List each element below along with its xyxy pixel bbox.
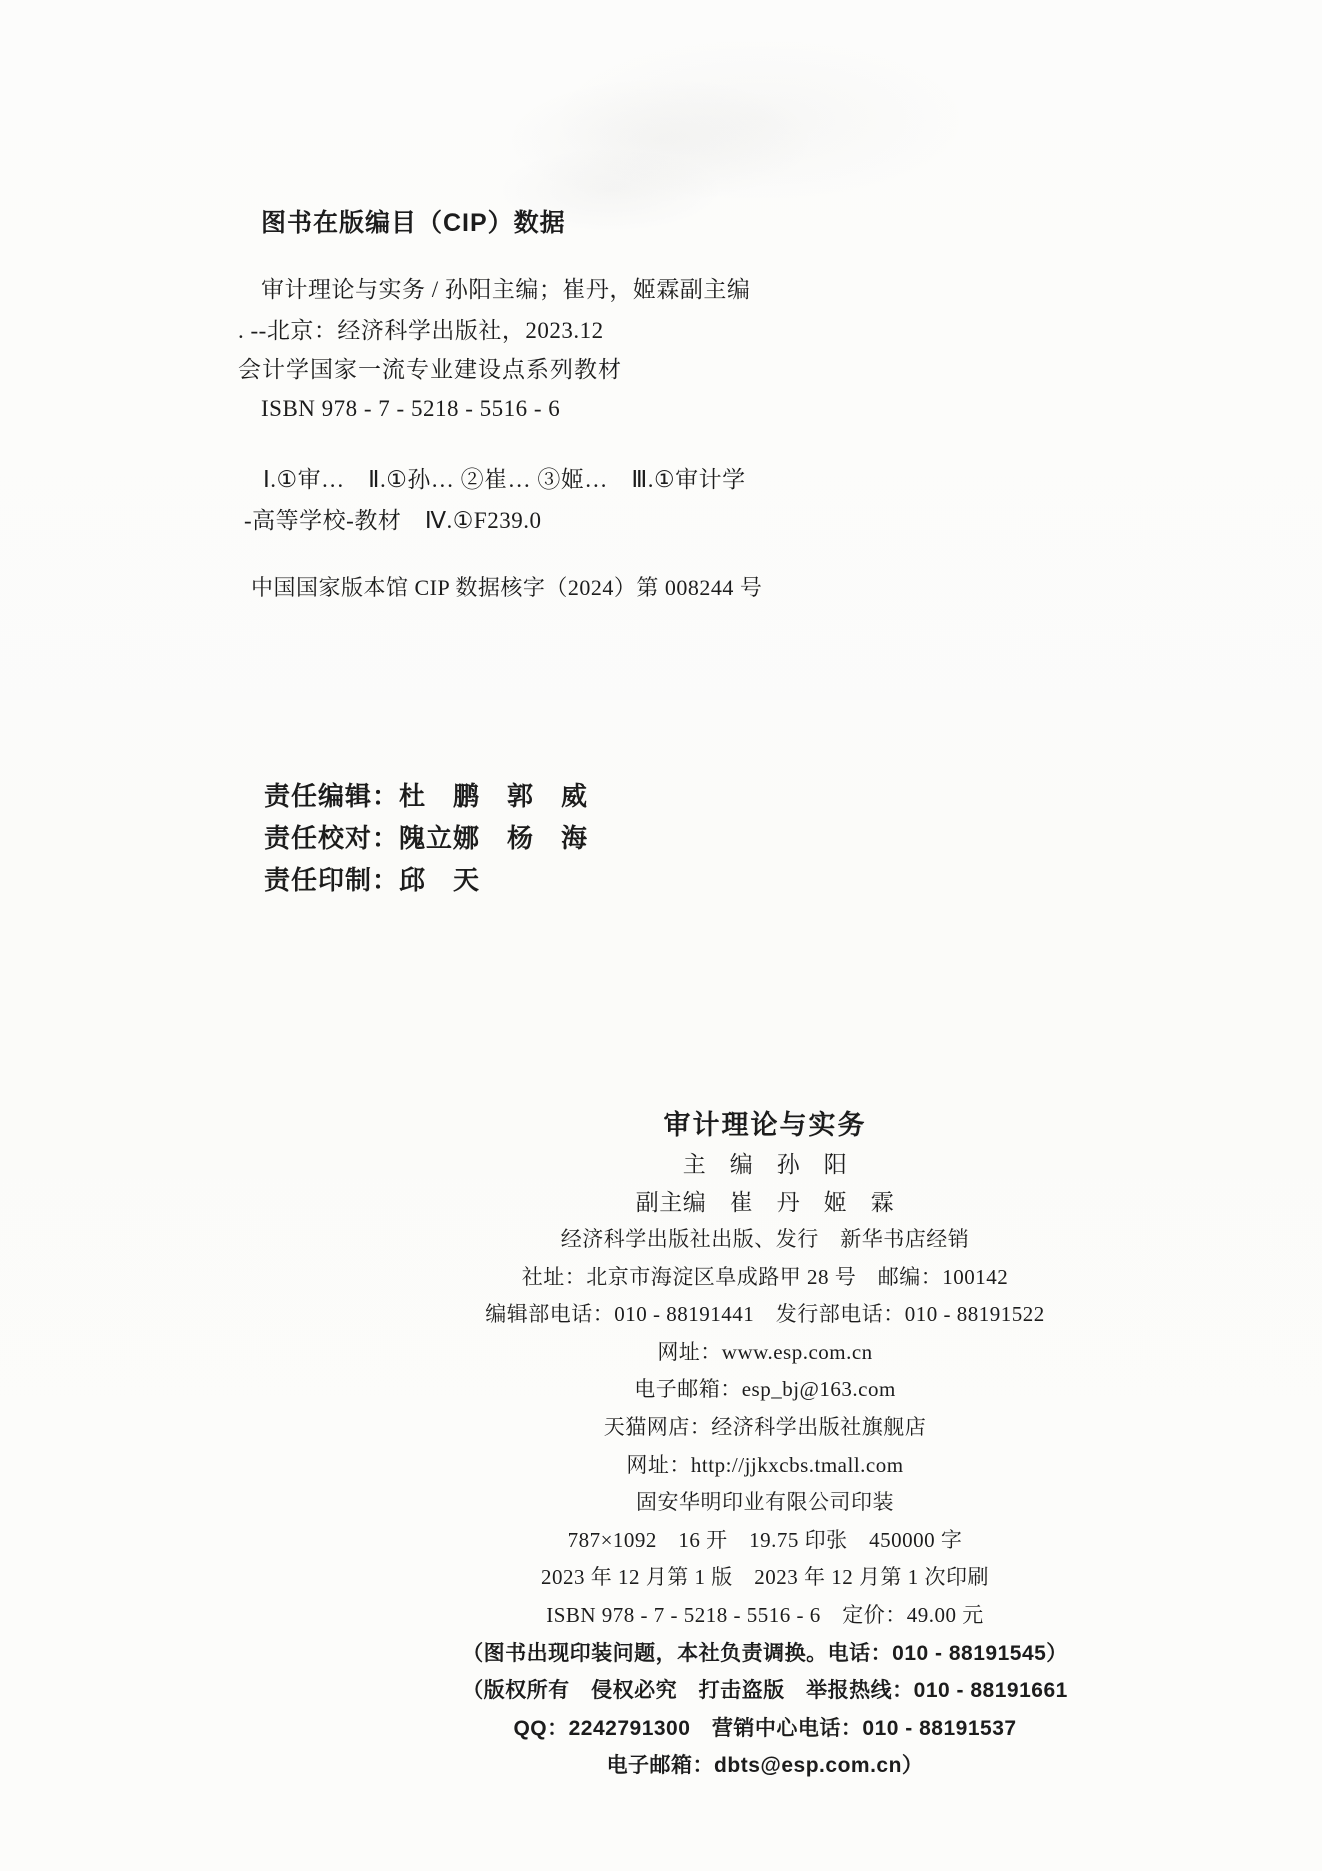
report-email-line: 电子邮箱：dbts@esp.com.cn） — [606, 1754, 924, 1778]
format-sheets-line: 787×1092 16 开 19.75 印张 450000 字 — [567, 1527, 963, 1552]
cip-isbn-line: ISBN 978 - 7 - 5218 - 5516 - 6 — [261, 396, 561, 421]
publisher-address-line: 社址：北京市海淀区阜成路甲 28 号 邮编：100142 — [521, 1264, 1009, 1289]
cip-header: 图书在版编目（CIP）数据 — [261, 209, 566, 237]
isbn-price-line: ISBN 978 - 7 - 5218 - 5516 - 6 定价：49.00 元 — [546, 1602, 984, 1627]
chief-editor-line: 主 编 孙 阳 — [682, 1152, 848, 1178]
cip-record-number-line: 中国国家版本馆 CIP 数据核字（2024）第 008244 号 — [251, 575, 763, 600]
deputy-editors-line: 副主编 崔 丹 姬 霖 — [635, 1189, 895, 1215]
publisher-line: 经济科学出版社出版、发行 新华书店经销 — [560, 1226, 970, 1251]
publisher-phones-line: 编辑部电话：010 - 88191441 发行部电话：010 - 88191522 — [485, 1302, 1045, 1327]
responsible-proofreader-line: 责任校对：隗立娜 杨 海 — [264, 823, 589, 853]
cip-series-line: 会计学国家一流专业建设点系列教材 — [238, 357, 622, 382]
tmall-store-line: 天猫网店：经济科学出版社旗舰店 — [603, 1414, 927, 1439]
printing-company-line: 固安华明印业有限公司印装 — [636, 1490, 894, 1515]
edition-printing-line: 2023 年 12 月第 1 版 2023 年 12 月第 1 次印刷 — [541, 1565, 989, 1590]
cip-classification-line-1: Ⅰ.①审… Ⅱ.①孙… ②崔… ③姬… Ⅲ.①审计学 — [263, 467, 746, 492]
copyright-notice-line: （版权所有 侵权必究 打击盗版 举报热线：010 - 88191661 — [462, 1679, 1068, 1703]
cip-classification-line-2: -高等学校-教材 Ⅳ.①F239.0 — [244, 508, 542, 533]
cip-title-statement: 审计理论与实务 / 孙阳主编；崔丹，姬霖副主编 — [261, 277, 751, 302]
publisher-website-line: 网址：www.esp.com.cn — [657, 1339, 873, 1364]
return-notice-line: （图书出现印装问题，本社负责调换。电话：010 - 88191545） — [462, 1641, 1068, 1665]
responsible-editor-line: 责任编辑：杜 鹏 郭 威 — [264, 781, 589, 811]
colophon-block — [315, 1100, 1215, 1783]
tmall-url-line: 网址：http://jjkxcbs.tmall.com — [626, 1452, 904, 1477]
publisher-email-line: 电子邮箱：esp_bj@163.com — [634, 1377, 896, 1402]
qq-marketing-line: QQ：2242791300 营销中心电话：010 - 88191537 — [513, 1716, 1017, 1740]
responsible-printer-line: 责任印制：邱 天 — [264, 865, 481, 895]
cip-publication-line: . --北京：经济科学出版社，2023.12 — [238, 318, 604, 343]
book-title: 审计理论与实务 — [663, 1109, 867, 1140]
